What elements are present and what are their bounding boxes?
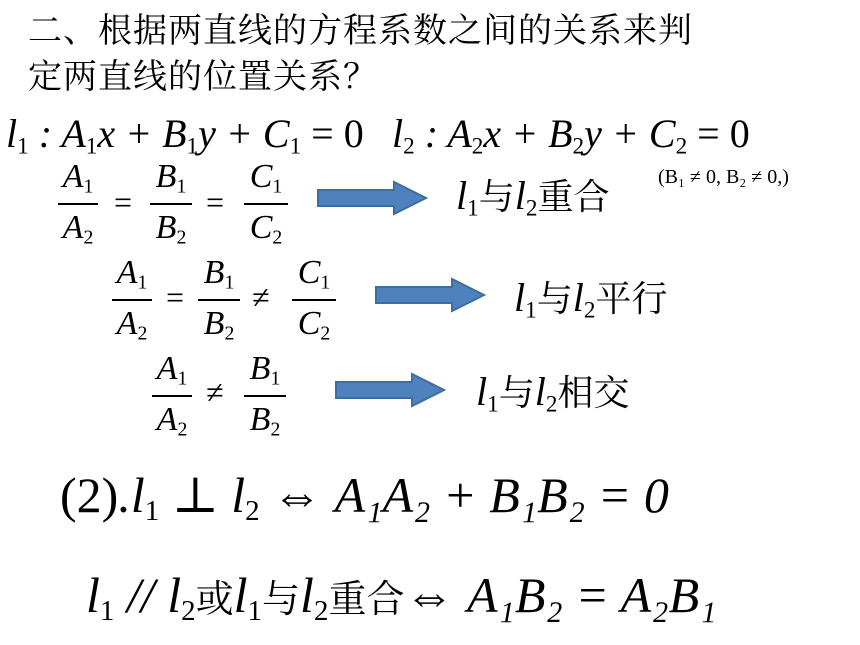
result-parallel: $l_1$与$l_2$平行 xyxy=(514,275,668,324)
l2-symbol: l xyxy=(392,111,404,156)
l1-colon-a: : A xyxy=(28,111,86,156)
fraction-b1-b2: $B_1$ $B_2$ xyxy=(198,256,240,344)
l2-a-subscript: 2 xyxy=(471,133,484,160)
l2-colon-a: : A xyxy=(414,111,472,156)
fraction-a1-a2: $A_1$ $A_2$ xyxy=(58,160,98,248)
perpendicular-condition: $(2).l_1$ ⊥ $l_2$ ⇔ A₁A₂ + B₁B₂ = 0 xyxy=(60,467,669,528)
fraction-b1-b2: $B_1$ $B_2$ xyxy=(150,160,192,248)
item-number: (2) xyxy=(60,467,119,523)
fraction-a1-a2: $A_1$ $A_2$ xyxy=(112,256,152,344)
not-equals-sign: ≠ xyxy=(206,374,224,410)
line-l2-equation xyxy=(392,111,750,160)
iff-symbol: ⇔ xyxy=(404,567,455,623)
l2-b-subscript: 2 xyxy=(572,133,585,160)
fraction-c1-c2: $C_1$ $C_2$ xyxy=(292,256,336,344)
iff-symbol: ⇔ xyxy=(259,467,335,523)
heading-line-2: 定两直线的位置关系？ xyxy=(28,57,378,97)
l1-y-c: y + C xyxy=(198,111,290,156)
condition-note: (B₁ ≠ 0, B₂ ≠ 0,) xyxy=(658,166,789,188)
l2-equals-zero: = 0 xyxy=(687,111,750,156)
fraction-b1-b2: $B_1$ $B_2$ xyxy=(244,352,286,440)
arrow-right-icon xyxy=(374,277,486,313)
l1-a-subscript: 1 xyxy=(85,133,98,160)
perpendicular-symbol: ⊥ xyxy=(159,467,232,523)
l2-c-subscript: 2 xyxy=(675,133,688,160)
parallel-symbol: // xyxy=(114,567,168,623)
equals-sign: = xyxy=(114,184,133,220)
parallel-rhs: A₁B₂ = A₂B₁ xyxy=(466,567,717,623)
l2-y-c: y + C xyxy=(584,111,676,156)
l1-c-subscript: 1 xyxy=(289,133,302,160)
l1-subscript: 1 xyxy=(17,133,29,160)
fraction-c1-c2: $C_1$ $C_2$ xyxy=(244,160,288,248)
parallel-condition: $l_1 // l_2$或$l_1$与$l_2$重合⇔ A₁B₂ = A₂B₁ xyxy=(86,567,717,628)
perpendicular-rhs: A₁A₂ + B₁B₂ = 0 xyxy=(334,467,669,523)
line-l1-equation xyxy=(6,111,364,160)
equals-sign: = xyxy=(206,184,225,220)
arrow-right-icon xyxy=(334,372,446,408)
result-intersect: $l_1$与$l_2$相交 xyxy=(476,369,630,418)
not-equals-sign: ≠ xyxy=(252,279,270,315)
l1-symbol: l xyxy=(6,111,18,156)
equals-sign: = xyxy=(166,279,185,315)
l2-x-b: x + B xyxy=(483,111,573,156)
heading-line-1: 二、根据两直线的方程系数之间的关系来判 xyxy=(28,11,693,51)
arrow-right-icon xyxy=(316,180,428,216)
l1-b-subscript: 1 xyxy=(186,133,199,160)
l1-equals-zero: = 0 xyxy=(301,111,364,156)
result-coincide: $l_1$与$l_2$重合 xyxy=(456,173,610,222)
fraction-a1-a2: $A_1$ $A_2$ xyxy=(152,352,192,440)
l2-subscript: 2 xyxy=(403,133,415,160)
l1-x-b: x + B xyxy=(97,111,187,156)
